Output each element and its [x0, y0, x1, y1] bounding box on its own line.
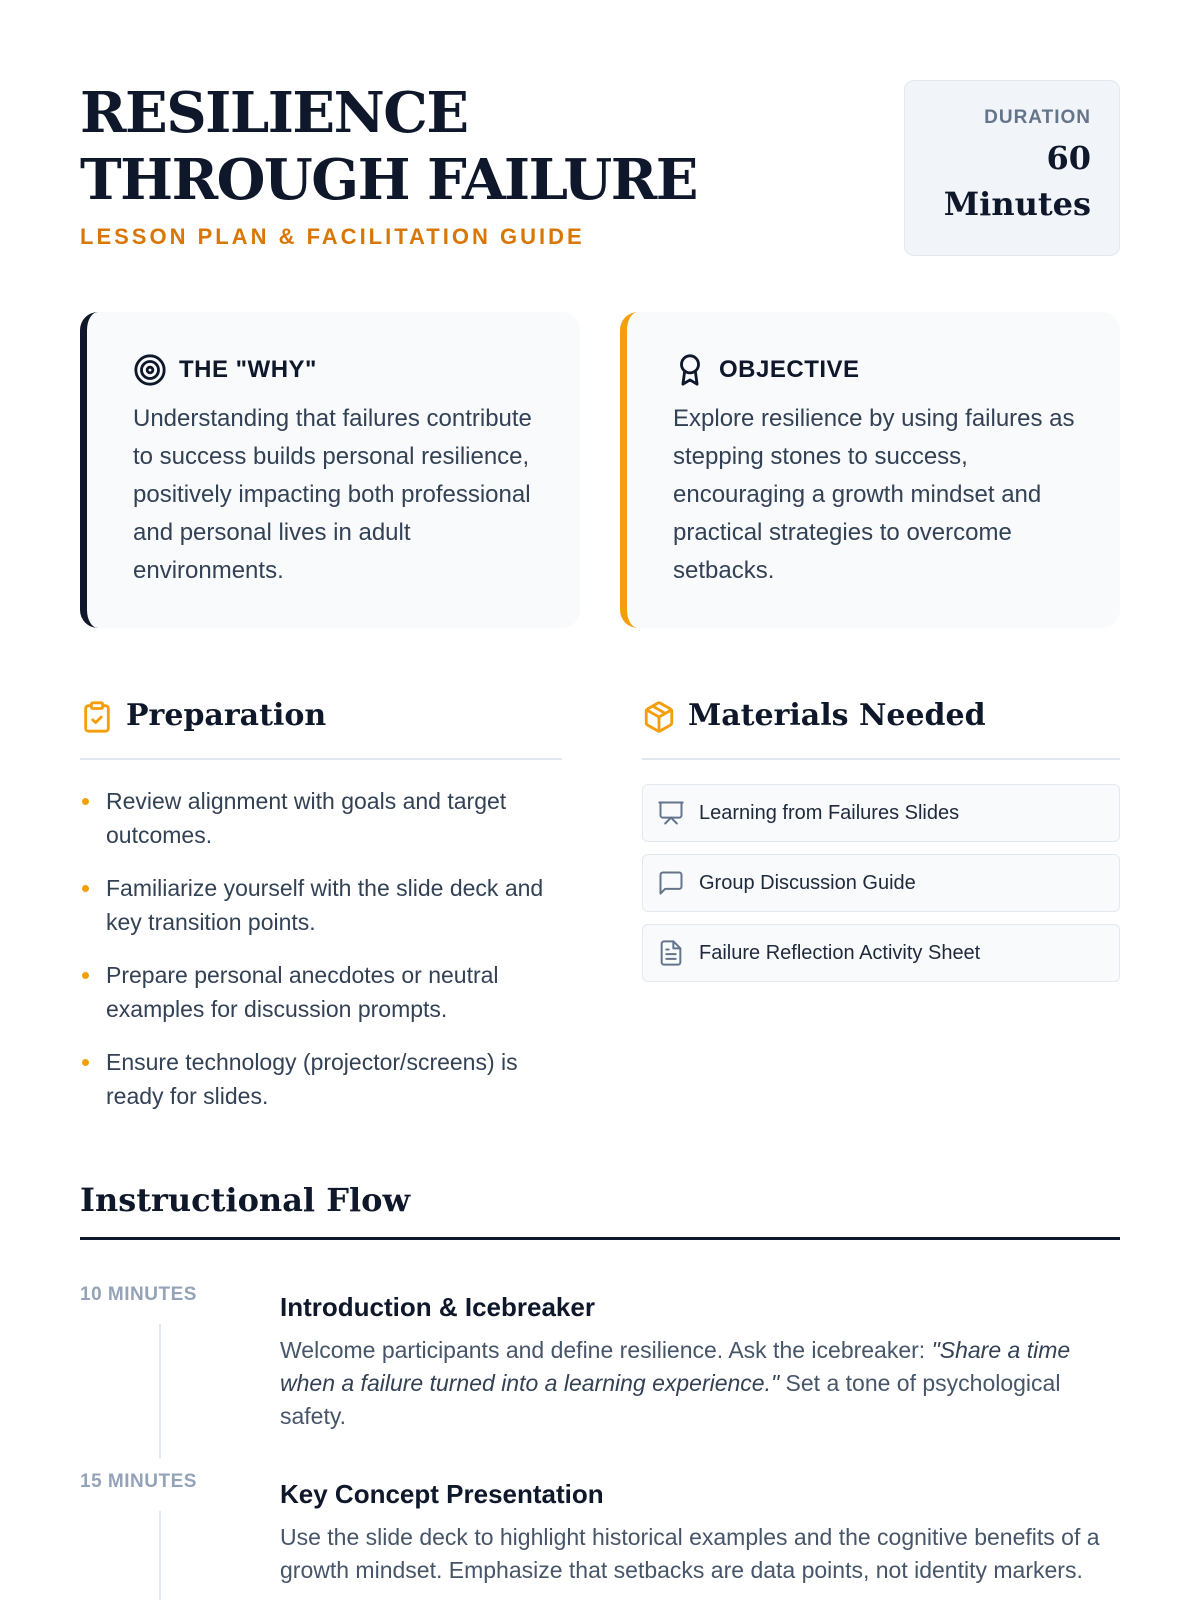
why-card-title: THE "WHY" — [179, 356, 317, 383]
step-body — [280, 1290, 1120, 1433]
duration-label: DURATION — [984, 107, 1091, 128]
material-item — [642, 924, 1120, 982]
duration-value: 60 Minutes — [943, 139, 1091, 223]
package-icon — [642, 700, 676, 734]
material-label: Failure Reflection Activity Sheet — [699, 941, 981, 964]
clipboard-check-icon — [80, 700, 114, 734]
step-time: 10 MINUTES — [80, 1284, 197, 1305]
step-text-intro: Welcome participants and define resilience. Ask the icebreaker: — [280, 1337, 932, 1363]
step-text-outro: Set a tone of psychological safety. — [280, 1370, 1061, 1429]
preparation-header — [80, 696, 562, 760]
materials-header — [642, 696, 1120, 760]
chat-icon — [657, 869, 685, 897]
step-timeline-line — [159, 1324, 161, 1458]
step-title: Introduction & Icebreaker — [280, 1292, 595, 1322]
document-icon — [657, 939, 685, 967]
page-title: RESILIENCE THROUGH FAILURE — [80, 80, 697, 213]
preparation-item: Review alignment with goals and target outcomes. — [80, 784, 562, 852]
material-label: Group Discussion Guide — [699, 871, 916, 894]
step-title: Key Concept Presentation — [280, 1479, 604, 1509]
materials-list — [642, 784, 1120, 994]
preparation-item: Familiarize yourself with the slide deck and key transition points. — [80, 871, 562, 939]
materials-title: Materials Needed — [688, 698, 986, 733]
preparation-item: Ensure technology (projector/screens) is ready for slides. — [80, 1045, 562, 1113]
material-item — [642, 784, 1120, 842]
preparation-list — [80, 784, 562, 1132]
duration-box — [904, 80, 1120, 256]
objective-card — [620, 312, 1120, 628]
page-subtitle: LESSON PLAN & FACILITATION GUIDE — [80, 224, 585, 249]
presentation-icon — [657, 799, 685, 827]
material-label: Learning from Failures Slides — [699, 801, 960, 824]
step-body — [280, 1477, 1120, 1587]
objective-card-text: Explore resilience by using failures as stepping stones to success, encouraging a growth mindset and practical strategies to overcome setbacks. — [673, 405, 1075, 584]
step-text-quote: "Share a time when a failure turned into a learning experience." — [280, 1337, 1071, 1396]
step-time: 15 MINUTES — [80, 1471, 197, 1492]
flow-header — [80, 1176, 1120, 1240]
preparation-item: Prepare personal anecdotes or neutral examples for discussion prompts. — [80, 958, 562, 1026]
step-timeline-line — [159, 1511, 161, 1600]
flow-title: Instructional Flow — [80, 1181, 410, 1219]
objective-card-header — [673, 352, 1084, 388]
material-item — [642, 854, 1120, 912]
award-icon — [673, 353, 707, 387]
why-card-text: Understanding that failures contribute to success builds personal resilience, positively impacting both professional and personal lives in adult environments. — [133, 405, 532, 584]
preparation-title: Preparation — [126, 698, 327, 733]
step-text: Use the slide deck to highlight historical examples and the cognitive benefits of a growth mindset. Emphasize that setbacks are data points, not identity markers. — [280, 1524, 1100, 1583]
objective-card-title: OBJECTIVE — [719, 356, 860, 383]
target-icon — [133, 353, 167, 387]
page-header — [80, 80, 1120, 256]
why-card — [80, 312, 580, 628]
why-card-header — [133, 352, 544, 388]
step-text — [280, 1334, 1120, 1433]
